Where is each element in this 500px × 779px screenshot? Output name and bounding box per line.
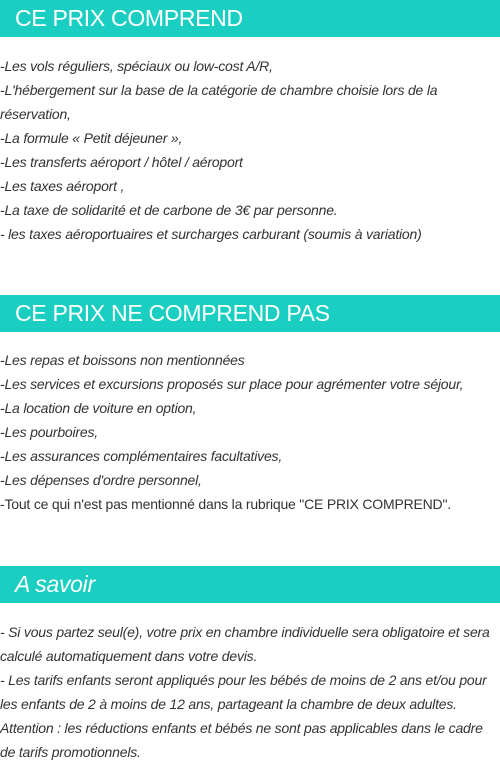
list-item: -Les services et excursions proposés sur place pour agrémenter votre séjour,: [0, 376, 464, 392]
info-paragraph: - Les tarifs enfants seront appliqués pour les bébés de moins de 2 ans et/ou pour les enfants de 2 à moins de 12 ans, partageant la chambre de deux adultes.: [0, 672, 487, 712]
list-item: -La taxe de solidarité et de carbone de 3€ par personne.: [0, 202, 338, 218]
info-paragraph: Attention : les réductions enfants et bébés ne sont pas applicables dans le cadre de tarifs promotionnels.: [0, 720, 483, 760]
info-paragraph: - Si vous partez seul(e), votre prix en chambre individuelle sera obligatoire et sera calculé automatiquement dans votre devis.: [0, 624, 490, 664]
list-item: -La location de voiture en option,: [0, 400, 197, 416]
list-item: réservation,: [0, 106, 71, 122]
list-item: -Les repas et boissons non mentionnées: [0, 352, 245, 368]
list-item: -Les transferts aéroport / hôtel / aéroport: [0, 154, 243, 170]
list-item: -Les taxes aéroport ,: [0, 178, 125, 194]
list-item: -Tout ce qui n'est pas mentionné dans la rubrique "CE PRIX COMPREND".: [0, 496, 451, 512]
list-item: -Les vols réguliers, spéciaux ou low-cost A/R,: [0, 58, 273, 74]
list-item: -La formule « Petit déjeuner »,: [0, 130, 183, 146]
info-text: [0, 620, 500, 764]
list-item: -Les assurances complémentaires facultatives,: [0, 448, 283, 464]
list-item: -L'hébergement sur la base de la catégorie de chambre choisie lors de la: [0, 82, 438, 98]
section-header-info: A savoir: [0, 566, 500, 603]
includes-list: [0, 54, 500, 246]
list-item: -Les dépenses d'ordre personnel,: [0, 472, 202, 488]
section-header-excludes: CE PRIX NE COMPREND PAS: [0, 295, 500, 332]
list-item: - les taxes aéroportuaires et surcharges carburant (soumis à variation): [0, 226, 422, 242]
list-item: -Les pourboires,: [0, 424, 98, 440]
section-header-includes: CE PRIX COMPREND: [0, 0, 500, 37]
excludes-list: [0, 348, 500, 516]
